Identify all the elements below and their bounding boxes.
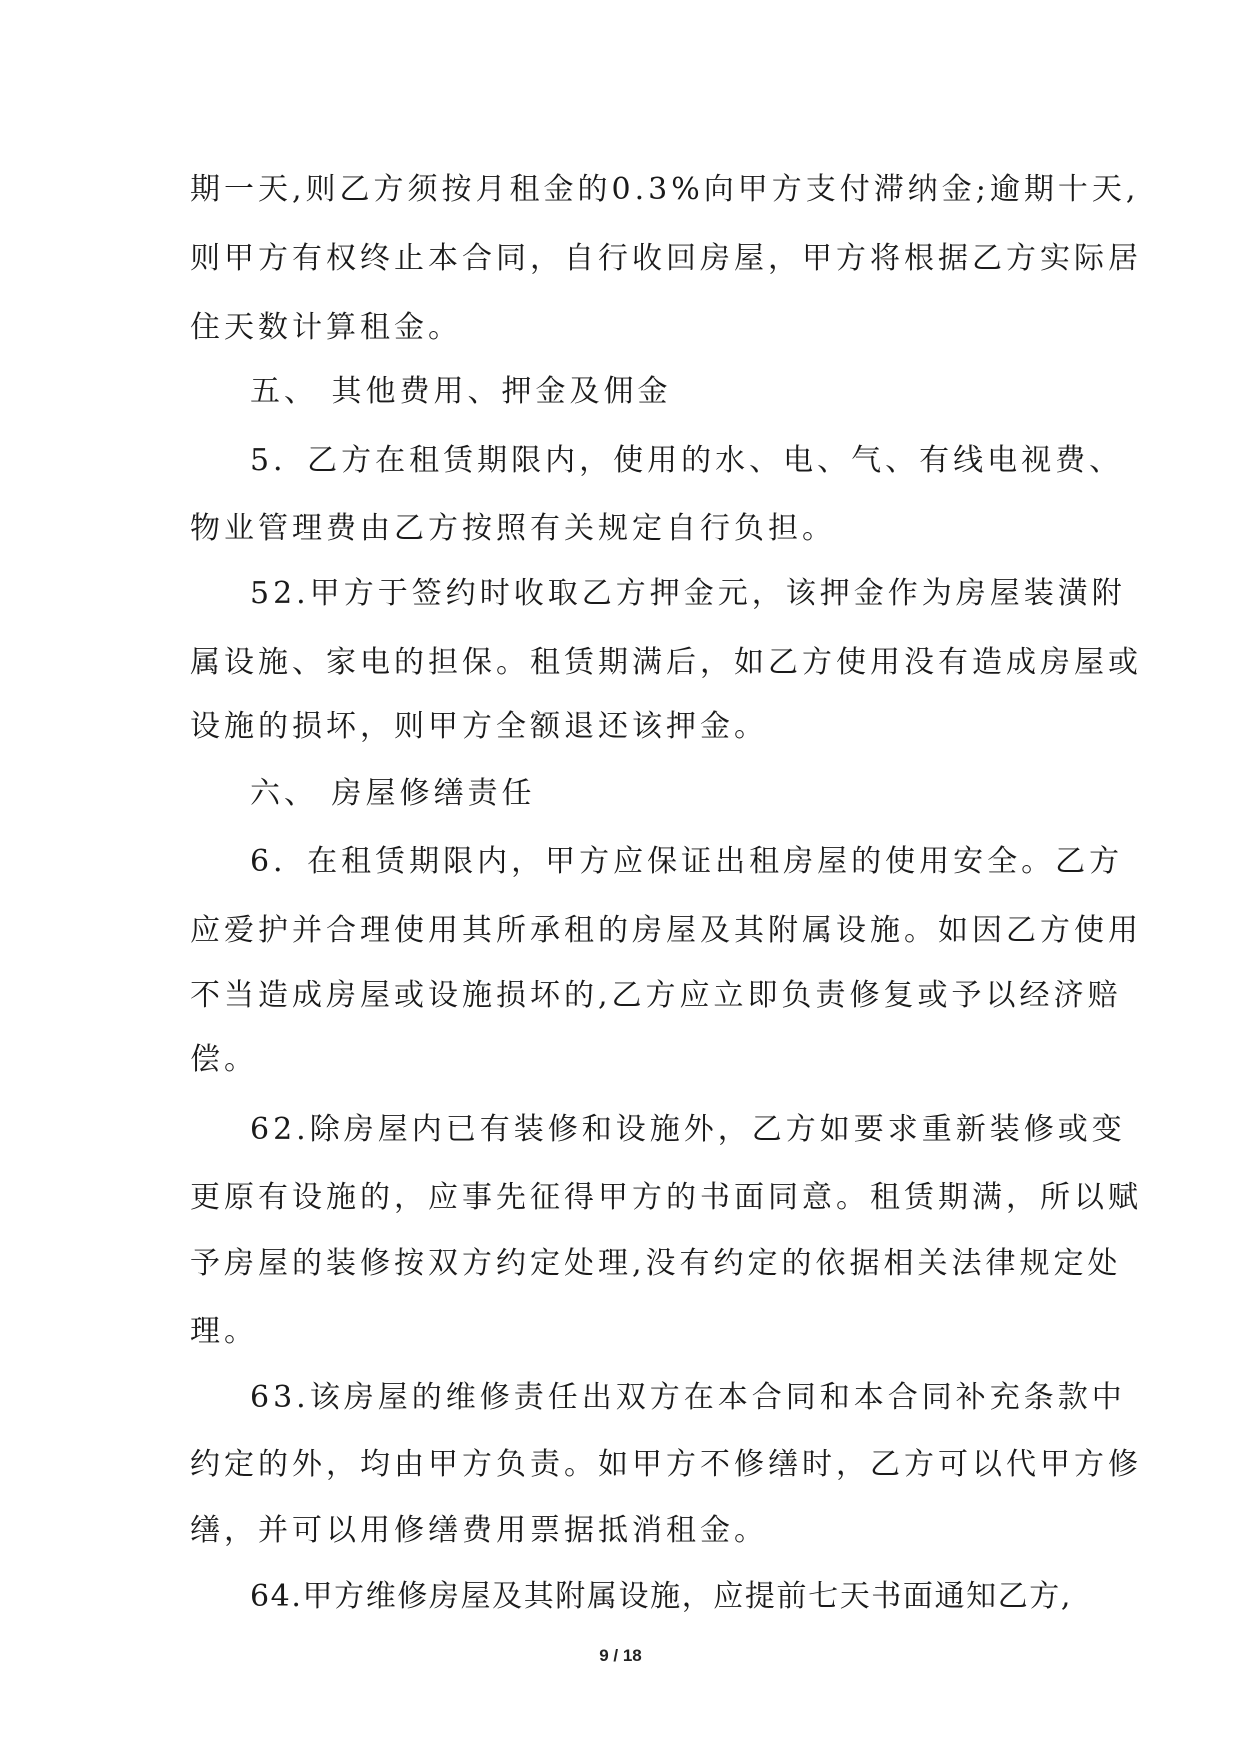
body-text-line: 更原有设施的，应事先征得甲方的书面同意。租赁期满，所以赋 [190, 1180, 1142, 1215]
page-number: 9 / 18 [599, 1646, 642, 1665]
body-text-line: 缮，并可以用修缮费用票据抵消租金。 [190, 1513, 768, 1548]
body-text-line: 设施的损坏，则甲方全额退还该押金。 [190, 709, 768, 744]
body-text-line: 不当造成房屋或设施损坏的,乙方应立即负责修复或予以经济赔 [190, 978, 1122, 1013]
body-text-line: 应爱护并合理使用其所承租的房屋及其附属设施。如因乙方使用 [190, 913, 1142, 948]
body-text-line: 62.除房屋内已有装修和设施外，乙方如要求重新装修或变 [250, 1112, 1126, 1147]
body-text-line: 物业管理费由乙方按照有关规定自行负担。 [190, 511, 836, 546]
body-text-line: 属设施、家电的担保。租赁期满后，如乙方使用没有造成房屋或 [190, 645, 1142, 680]
body-text-line: 予房屋的装修按双方约定处理,没有约定的依据相关法律规定处 [190, 1246, 1122, 1281]
body-text-line: 6．在租赁期限内，甲方应保证出租房屋的使用安全。乙方 [250, 844, 1124, 879]
body-text-line: 偿。 [190, 1042, 258, 1077]
body-text-line: 63.该房屋的维修责任出双方在本合同和本合同补充条款中 [250, 1380, 1126, 1415]
body-text-line: 则甲方有权终止本合同，自行收回房屋，甲方将根据乙方实际居 [190, 241, 1142, 276]
section-heading: 五、 其他费用、押金及佣金 [250, 374, 672, 409]
body-text-line: 住天数计算租金。 [190, 310, 462, 345]
body-text-line: 期一天,则乙方须按月租金的0.3%向甲方支付滞纳金;逾期十天, [190, 172, 1140, 207]
body-text-line: 52.甲方于签约时收取乙方押金元，该押金作为房屋装潢附 [250, 576, 1126, 611]
body-text-line: 约定的外，均由甲方负责。如甲方不修缮时，乙方可以代甲方修 [190, 1447, 1142, 1482]
section-heading: 六、 房屋修缮责任 [250, 776, 536, 811]
body-text-line: 5．乙方在租赁期限内，使用的水、电、气、有线电视费、 [250, 443, 1124, 478]
body-text-line: 64.甲方维修房屋及其附属设施，应提前七天书面通知乙方, [250, 1579, 1073, 1614]
body-text-line: 理。 [190, 1314, 258, 1349]
